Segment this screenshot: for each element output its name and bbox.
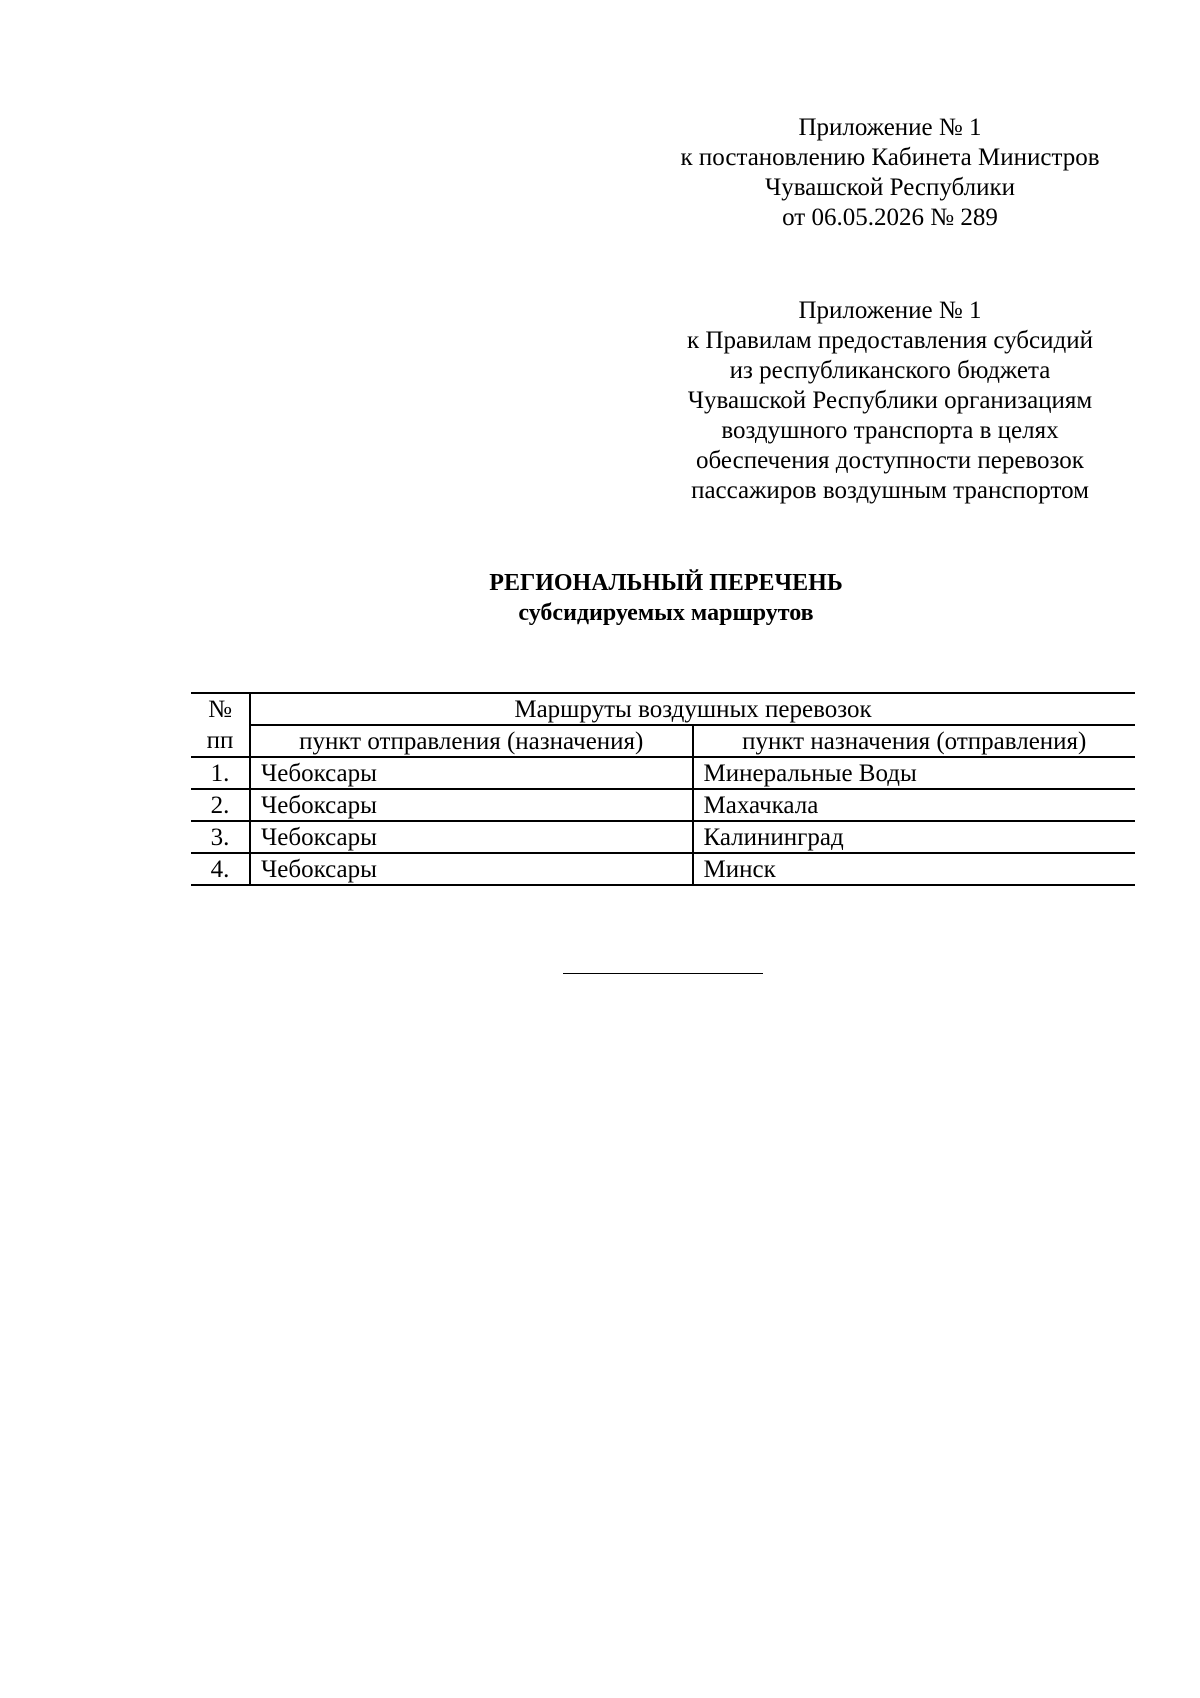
row-from: Чебоксары — [250, 789, 693, 821]
appendix-line: воздушного транспорта в целях — [721, 417, 1059, 444]
title-subtitle: субсидируемых маршрутов — [518, 600, 814, 626]
row-to: Минск — [693, 853, 1136, 885]
row-from: Чебоксары — [250, 757, 693, 789]
appendix-line: пассажиров воздушным транспортом — [691, 477, 1089, 504]
header-routes-group: Маршруты воздушных перевозок — [250, 693, 1135, 725]
appendix-line: Приложение № 1 — [798, 297, 982, 324]
appendix-decree-block — [640, 113, 1140, 233]
appendix-line: от 06.05.2026 № 289 — [782, 204, 998, 231]
closing-divider — [563, 973, 763, 974]
appendix-line: к постановлению Кабинета Министров — [680, 144, 1100, 171]
table-row — [191, 853, 1135, 885]
table-row — [191, 789, 1135, 821]
appendix-line: Приложение № 1 — [798, 114, 982, 141]
table-header-row — [191, 725, 1135, 757]
appendix-line: обеспечения доступности перевозок — [696, 447, 1084, 474]
row-to: Махачкала — [693, 789, 1136, 821]
table-header-row — [191, 693, 1135, 725]
title-main: РЕГИОНАЛЬНЫЙ ПЕРЕЧЕНЬ — [489, 570, 843, 596]
appendix-rules-block — [640, 296, 1140, 506]
row-to: Минеральные Воды — [693, 757, 1136, 789]
appendix-line: к Правилам предоставления субсидий — [687, 327, 1093, 354]
header-num-bottom: пп — [191, 725, 250, 757]
routes-table — [191, 692, 1135, 886]
row-to: Калининград — [693, 821, 1136, 853]
row-num: 1. — [191, 757, 250, 789]
row-num: 3. — [191, 821, 250, 853]
appendix-line: Чувашской Республики — [764, 174, 1016, 201]
table-row — [191, 821, 1135, 853]
header-num-top: № — [191, 693, 250, 725]
row-num: 4. — [191, 853, 250, 885]
header-to: пункт назначения (отправления) — [693, 725, 1136, 757]
appendix-line: из республиканского бюджета — [729, 357, 1051, 384]
row-from: Чебоксары — [250, 821, 693, 853]
row-from: Чебоксары — [250, 853, 693, 885]
appendix-line: Чувашской Республики организациям — [687, 387, 1093, 414]
document-title — [0, 568, 1200, 628]
row-num: 2. — [191, 789, 250, 821]
header-from: пункт отправления (назначения) — [250, 725, 693, 757]
table-row — [191, 757, 1135, 789]
